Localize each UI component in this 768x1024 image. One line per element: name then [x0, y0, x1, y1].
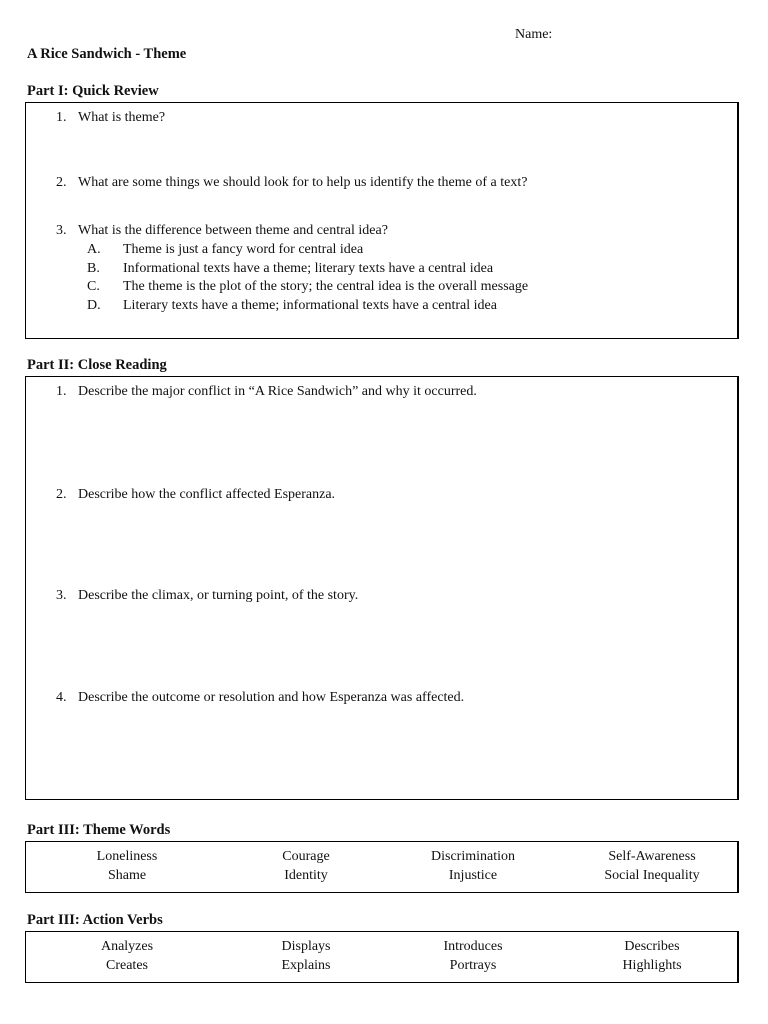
question-number: 2.	[56, 487, 67, 502]
theme-word: Loneliness	[96, 849, 158, 864]
question-number: 1.	[56, 384, 67, 399]
theme-word: Shame	[107, 868, 147, 883]
question-text: What is the difference between theme and central idea?	[78, 223, 388, 238]
question-text: What are some things we should look for to help us identify the theme of a text?	[78, 175, 528, 190]
question-text: Describe how the conflict affected Esperanza.	[78, 487, 336, 502]
part2-heading: Part II: Close Reading	[27, 357, 167, 373]
question-text: Describe the climax, or turning point, of the story.	[78, 588, 359, 603]
question-number: 4.	[56, 690, 67, 705]
option-text: Literary texts have a theme; informational texts have a central idea	[123, 298, 497, 313]
theme-words-box	[25, 841, 739, 893]
part3-theme-heading: Part III: Theme Words	[27, 822, 171, 838]
action-verb: Creates	[106, 958, 148, 973]
action-verbs-box	[25, 931, 739, 983]
option-letter: D.	[87, 298, 101, 313]
option-letter: C.	[87, 279, 100, 294]
action-verb: Highlights	[622, 958, 682, 973]
theme-word: Identity	[284, 868, 328, 883]
question-text: What is theme?	[78, 110, 166, 125]
theme-word: Courage	[282, 849, 330, 864]
question-text: Describe the major conflict in “A Rice Sandwich” and why it occurred.	[78, 384, 477, 399]
part1-box	[25, 102, 739, 339]
question-text: Describe the outcome or resolution and how Esperanza was affected.	[78, 690, 465, 705]
theme-word: Discrimination	[431, 849, 515, 864]
option-letter: B.	[87, 261, 100, 276]
part2-box	[25, 376, 739, 800]
question-number: 2.	[56, 175, 67, 190]
part3-verbs-heading: Part III: Action Verbs	[27, 912, 163, 928]
theme-word: Self-Awareness	[608, 849, 696, 864]
question-number: 3.	[56, 223, 67, 238]
question-number: 1.	[56, 110, 67, 125]
action-verb: Introduces	[443, 939, 503, 954]
option-text: The theme is the plot of the story; the central idea is the overall message	[123, 279, 529, 294]
theme-word: Social Inequality	[604, 868, 700, 883]
worksheet-title: A Rice Sandwich - Theme	[27, 46, 187, 62]
option-text: Informational texts have a theme; literary texts have a central idea	[123, 261, 494, 276]
name-label: Name:	[515, 27, 553, 42]
theme-word: Injustice	[448, 868, 498, 883]
question-number: 3.	[56, 588, 67, 603]
option-text: Theme is just a fancy word for central idea	[123, 242, 364, 257]
action-verb: Analyzes	[100, 939, 154, 954]
action-verb: Displays	[281, 939, 331, 954]
part1-heading: Part I: Quick Review	[27, 83, 159, 99]
action-verb: Portrays	[449, 958, 497, 973]
action-verb: Describes	[624, 939, 680, 954]
option-letter: A.	[87, 242, 101, 257]
action-verb: Explains	[281, 958, 331, 973]
